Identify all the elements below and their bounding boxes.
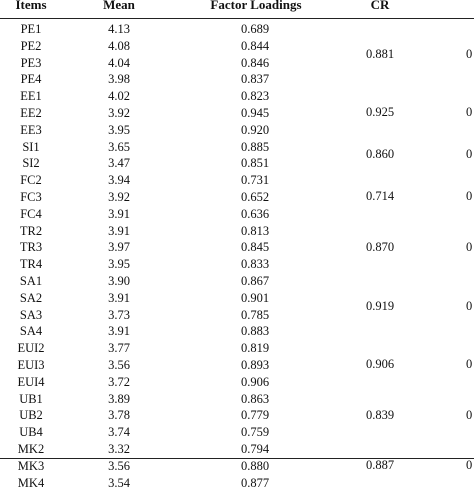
loading-cell: 0.837 [240,72,270,87]
header-factor-loadings: Factor Loadings [210,0,302,12]
loading-cell: 0.851 [240,156,270,171]
loading-cell: 0.867 [240,273,270,288]
mean-cell: 3.72 [108,374,130,389]
item-cell: MK2 [17,441,45,456]
item-cell: SA2 [19,290,43,305]
item-cell: PE3 [20,55,42,70]
table-row [0,122,474,139]
item-cell: EUI2 [17,341,45,356]
clipped-column-value: 0 [466,298,473,313]
loading-cell: 0.794 [240,441,270,456]
item-cell: SI1 [22,139,40,154]
item-cell: PE2 [20,38,42,53]
item-cell: SI2 [22,156,40,171]
loading-cell: 0.906 [240,374,270,389]
mean-cell: 3.47 [108,156,130,171]
item-cell: PE1 [20,22,42,36]
header-items: Items [15,0,47,12]
cr-value: 0.714 [365,189,395,204]
item-cell: EUI3 [17,357,45,372]
item-cell: FC3 [20,189,42,204]
loading-cell: 0.636 [240,206,270,221]
mean-cell: 3.90 [108,273,130,288]
item-cell: UB1 [19,391,43,406]
loading-cell: 0.833 [240,257,270,272]
item-cell: SA1 [19,273,43,288]
mean-cell: 3.97 [108,240,130,255]
item-cell: EE2 [20,105,42,120]
mean-cell: 3.92 [108,105,130,120]
cr-value: 0.887 [365,458,395,473]
loading-cell: 0.844 [240,38,270,53]
cr-value: 0.919 [365,298,395,313]
clipped-column-value: 0 [466,105,473,120]
clipped-column-value: 0 [466,458,473,473]
item-cell: TR3 [19,240,43,255]
item-cell: FC4 [20,206,42,221]
table-row [0,391,474,408]
clipped-column-value: 0 [466,357,473,372]
item-cell: SA3 [19,307,43,322]
mean-cell: 3.54 [108,475,130,490]
item-cell: UB2 [19,408,43,423]
table-row [0,441,474,458]
item-cell: TR2 [19,223,43,238]
item-cell: TR4 [19,257,43,272]
clipped-column-value: 0 [466,407,473,422]
loading-cell: 0.880 [240,458,270,473]
loading-cell: 0.883 [240,324,270,339]
mean-cell: 4.13 [108,22,130,36]
mean-cell: 3.91 [108,290,130,305]
clipped-column-value: 0 [466,189,473,204]
table-row [0,424,474,441]
table-row [0,21,474,38]
mean-cell: 3.89 [108,391,130,406]
clipped-column-value: 0 [466,147,473,162]
mean-cell: 3.73 [108,307,130,322]
loading-cell: 0.819 [240,341,270,356]
loading-cell: 0.846 [240,55,270,70]
item-cell: EE1 [20,89,42,104]
item-cell: EUI4 [17,374,45,389]
table-row [0,256,474,273]
loading-cell: 0.877 [240,475,270,490]
item-cell: EE3 [20,122,42,137]
mean-cell: 3.32 [108,441,130,456]
mean-cell: 3.91 [108,223,130,238]
loading-cell: 0.863 [240,391,270,406]
mean-cell: 3.94 [108,173,130,188]
cr-value: 0.925 [365,105,395,120]
loading-cell: 0.689 [240,22,270,36]
item-cell: SA4 [19,324,43,339]
header-mean: Mean [103,0,135,12]
table-row [0,206,474,223]
item-cell: PE4 [20,72,42,87]
mean-cell: 3.95 [108,257,130,272]
table-header [0,0,474,17]
table-row [0,88,474,105]
loading-cell: 0.920 [240,122,270,137]
mean-cell: 4.08 [108,38,130,53]
table-row [0,71,474,88]
loading-cell: 0.893 [240,357,270,372]
mean-cell: 3.95 [108,122,130,137]
mean-cell: 3.98 [108,72,130,87]
clipped-column-value: 0 [466,239,473,254]
clipped-column-value: 0 [466,46,473,61]
table-row [0,223,474,240]
loading-cell: 0.785 [240,307,270,322]
mean-cell: 3.56 [108,357,130,372]
loading-cell: 0.779 [240,408,270,423]
table-row [0,273,474,290]
mean-cell: 3.92 [108,189,130,204]
loading-cell: 0.813 [240,223,270,238]
header-rule [0,18,474,19]
cr-value: 0.906 [365,357,395,372]
mean-cell: 3.91 [108,206,130,221]
mean-cell: 3.78 [108,408,130,423]
item-cell: MK4 [17,475,45,490]
loading-cell: 0.731 [240,173,270,188]
loading-cell: 0.759 [240,425,270,440]
table-row [0,340,474,357]
cr-value: 0.870 [365,239,395,254]
mean-cell: 4.04 [108,55,130,70]
mean-cell: 3.91 [108,324,130,339]
loading-cell: 0.945 [240,105,270,120]
item-cell: UB4 [19,425,43,440]
mean-cell: 4.02 [108,89,130,104]
table-row [0,172,474,189]
mean-cell: 3.77 [108,341,130,356]
cr-value: 0.860 [365,147,395,162]
mean-cell: 3.65 [108,139,130,154]
table-row [0,475,474,491]
mean-cell: 3.56 [108,458,130,473]
table-row [0,374,474,391]
loading-cell: 0.823 [240,89,270,104]
loading-cell: 0.845 [240,240,270,255]
table-row [0,323,474,340]
header-cr: CR [370,0,390,12]
bottom-rule [0,458,474,459]
item-cell: MK3 [17,458,45,473]
loading-cell: 0.885 [240,139,270,154]
cr-value: 0.839 [365,407,395,422]
cr-value: 0.881 [365,46,395,61]
loading-cell: 0.901 [240,290,270,305]
item-cell: FC2 [20,173,42,188]
mean-cell: 3.74 [108,425,130,440]
loading-cell: 0.652 [240,189,270,204]
